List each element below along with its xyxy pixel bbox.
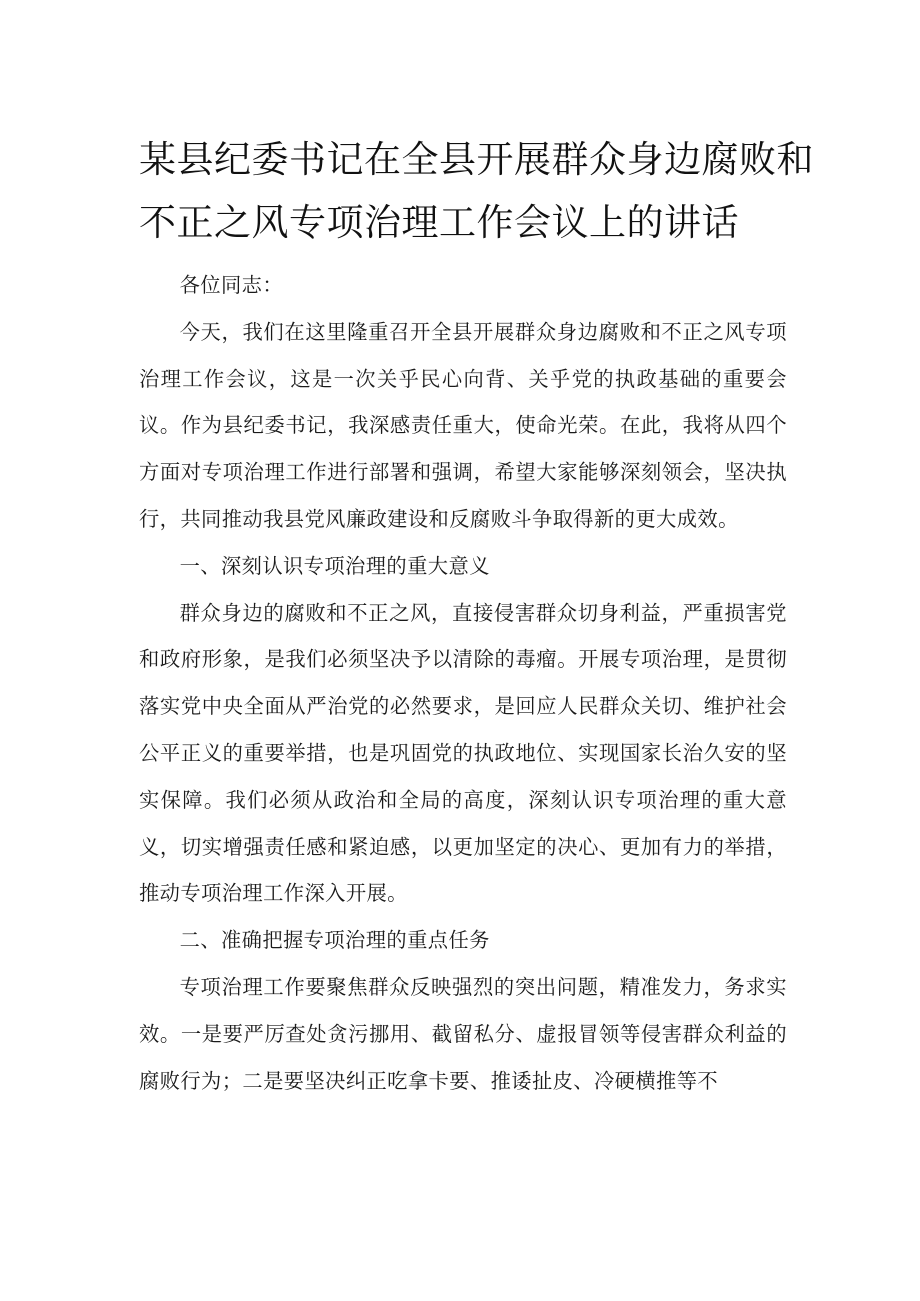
page-title bbox=[139, 128, 814, 254]
section-heading-2: 二、准确把握专项治理的重点任务 bbox=[179, 928, 490, 953]
paragraph-section-1: 群众身边的腐败和不正之风，直接侵害群众切身利益，严重损害党和政府形象，是我们必须坚决予以清除的毒瘤。开展专项治理，是贯彻落实党中央全面从严治党的必然要求，是回应人民群众关切、维护社会公平正义的重要举措，也是巩固党的执政地位、实现国家长治久安的坚实保障。我们必须从政治和全局的高度，深刻认识专项治理的重大意义，切实增强责任感和紧迫感，以更加坚定的决心、更加有力的举措，推动专项治理工作深入开展。 bbox=[139, 600, 787, 906]
paragraph-section-2: 专项治理工作要聚焦群众反映强烈的突出问题，精准发力，务求实效。一是要严厉查处贪污挪用、截留私分、虚报冒领等侵害群众利益的腐败行为；二是要坚决纠正吃拿卡要、推诿扯皮、冷硬横推等不 bbox=[139, 974, 787, 1093]
section-heading-1: 一、深刻认识专项治理的重大意义 bbox=[179, 553, 490, 578]
greeting: 各位同志： bbox=[179, 273, 284, 297]
title-line-2: 不正之风专项治理工作会议上的讲话 bbox=[139, 201, 739, 244]
document-body bbox=[139, 262, 787, 1104]
paragraph-opening: 今天，我们在这里隆重召开全县开展群众身边腐败和不正之风专项治理工作会议，这是一次关乎民心向背、关乎党的执政基础的重要会议。作为县纪委书记，我深感责任重大，使命光荣。在此，我将从四个方面对专项治理工作进行部署和强调，希望大家能够深刻领会，坚决执行，共同推动我县党风廉政建设和反腐败斗争取得新的更大成效。 bbox=[139, 319, 787, 531]
title-line-1: 某县纪委书记在全县开展群众身边腐败和 bbox=[139, 138, 814, 181]
